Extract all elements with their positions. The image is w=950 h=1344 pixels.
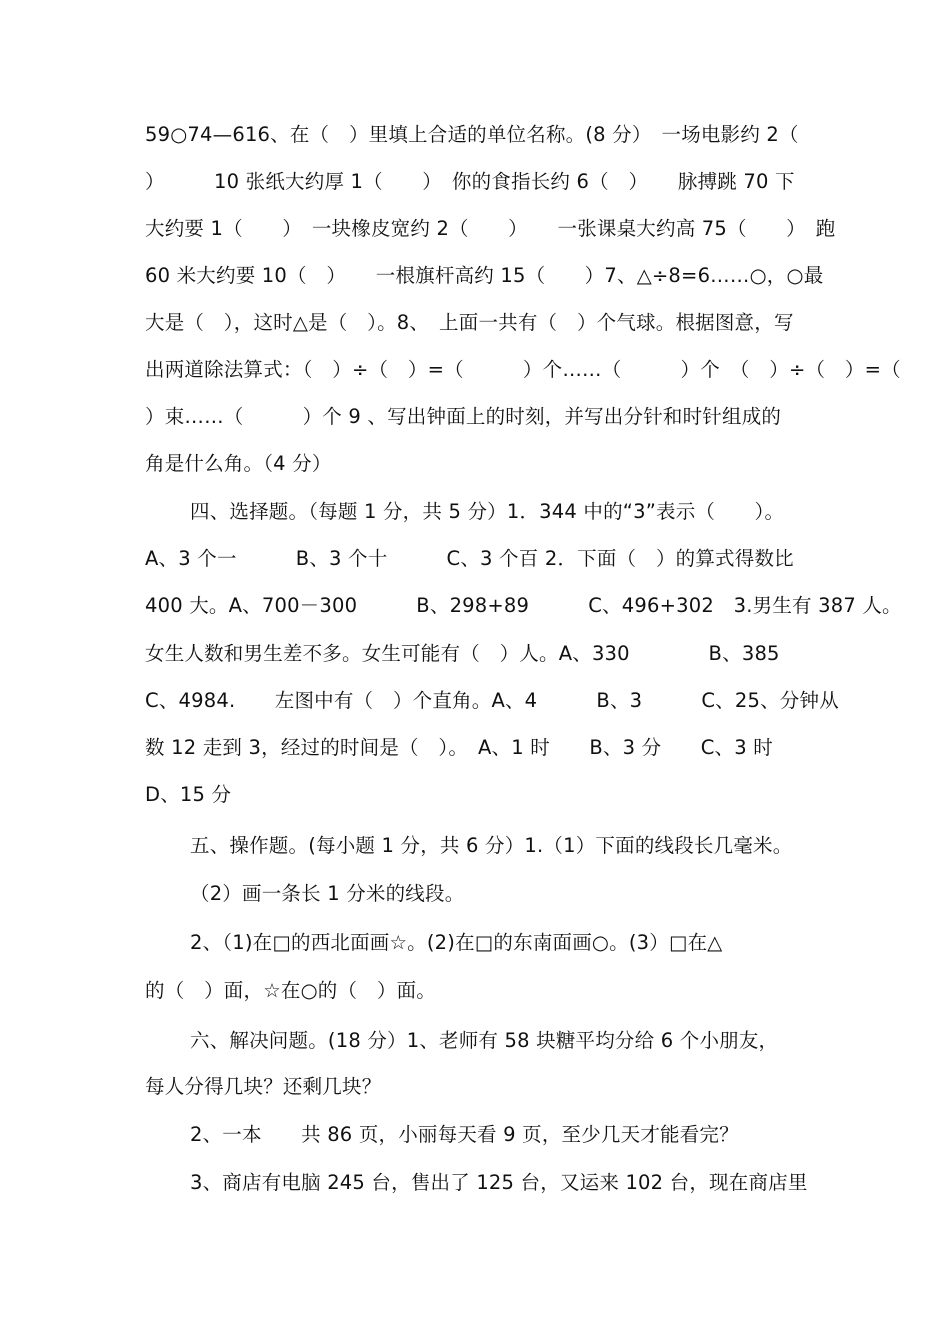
- text-line: 59○74—616、在（ ）里填上合适的单位名称。(8 分） 一场电影约 2（: [145, 123, 799, 146]
- text-line: 的（ ）面，☆在○的（ ）面。: [145, 979, 436, 1002]
- section-heading-operation: 五、操作题。(每小题 1 分，共 6 分）1.（1）下面的线段长几毫米。: [190, 834, 793, 857]
- text-line: 2、（1)在□的西北面画☆。(2)在□的东南面画○。(3）□在△: [190, 931, 723, 954]
- section-heading-choice: 四、选择题。（每题 1 分，共 5 分）1．344 中的“3”表示（ ）。: [190, 500, 785, 523]
- text-line: 60 米大约要 10（ ） 一根旗杆高约 15（ ）7、△÷8=6……○，○最: [145, 264, 824, 287]
- text-line: 2、一本 共 86 页，小丽每天看 9 页，至少几天才能看完？: [190, 1123, 739, 1146]
- text-line: C、4984. 左图中有（ ）个直角。A、4 B、3 C、25、分钟从: [145, 689, 839, 712]
- text-line: 每人分得几块？还剩几块？: [145, 1075, 382, 1098]
- text-line: 400 大。A、700－300 B、298+89 C、496+302 3.男生有 387 人。: [145, 594, 902, 617]
- text-line: A、3 个一 B、3 个十 C、3 个百 2．下面（ ）的算式得数比: [145, 547, 794, 570]
- text-line: 出两道除法算式：（ ）÷（ ）=（ ）个……（ ）个 （ ）÷（ ）=（: [145, 358, 901, 381]
- text-line: 大约要 1（ ） 一块橡皮宽约 2（ ） 一张课桌大约高 75（ ） 跑: [145, 217, 836, 240]
- text-line: 角是什么角。（4 分）: [145, 452, 332, 475]
- section-heading-problems: 六、解决问题。(18 分）1、老师有 58 块糖平均分给 6 个小朋友，: [190, 1029, 779, 1052]
- text-line: 大是（ ），这时△是（ ）。8、 上面一共有（ ）个气球。根据图意，写: [145, 311, 794, 334]
- text-line: 3、商店有电脑 245 台，售出了 125 台，又运来 102 台，现在商店里: [190, 1171, 808, 1194]
- text-line: 数 12 走到 3，经过的时间是（ ）。 A、1 时 B、3 分 C、3 时: [145, 736, 773, 759]
- text-line: 女生人数和男生差不多。女生可能有（ ）人。A、330 B、385: [145, 642, 780, 665]
- text-line: （2）画一条长 1 分米的线段。: [190, 882, 465, 905]
- text-line: D、15 分: [145, 783, 232, 806]
- text-line: ）束……（ ）个 9 、写出钟面上的时刻，并写出分针和时针组成的: [145, 405, 782, 428]
- text-line: ） 10 张纸大约厚 1（ ） 你的食指长约 6（ ） 脉搏跳 70 下: [145, 170, 795, 193]
